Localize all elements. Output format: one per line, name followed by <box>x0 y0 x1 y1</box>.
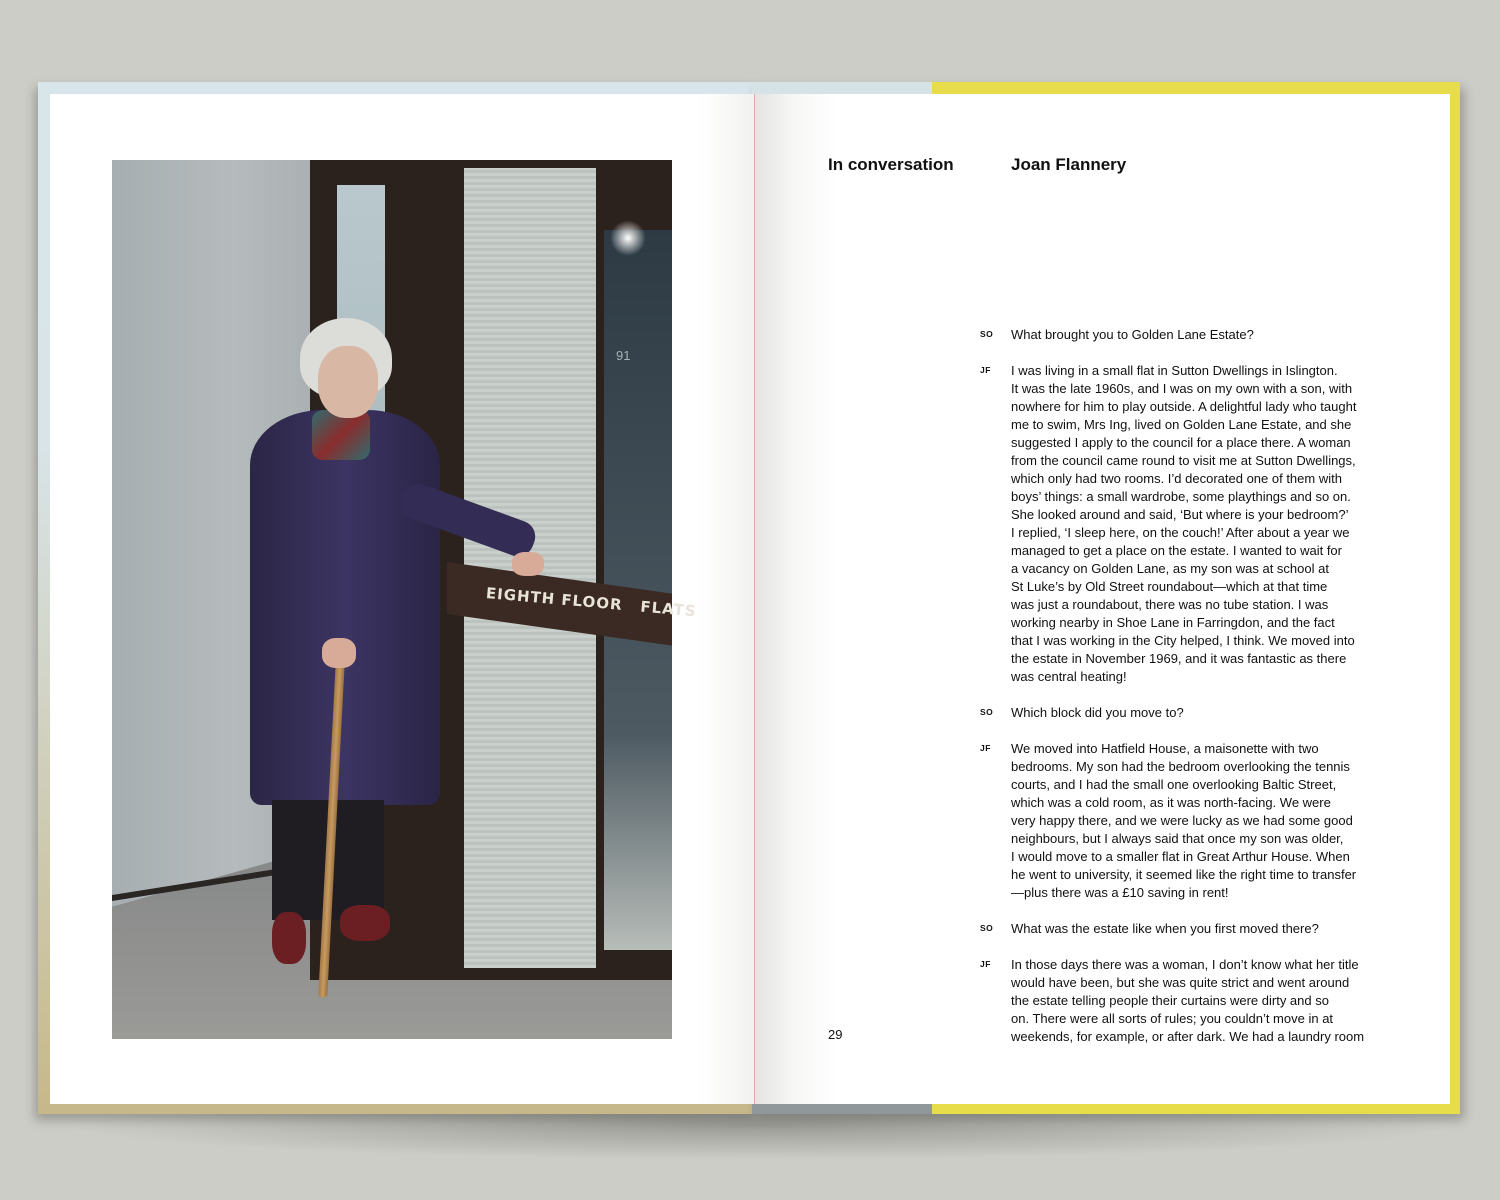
text-line: was just a roundabout, there was no tube station. I was <box>1011 597 1329 612</box>
text-line: I was living in a small flat in Sutton Dwellings in Islington. <box>1011 363 1338 378</box>
speaker-initials: JF <box>980 959 991 969</box>
book-gutter <box>754 94 755 1104</box>
qa-entry <box>980 920 1380 938</box>
text-line: St Luke’s by Old Street roundabout—which at that time <box>1011 579 1328 594</box>
page-number: 29 <box>828 1027 843 1042</box>
interview-text <box>980 326 1380 1064</box>
text-line: on. There were all sorts of rules; you couldn’t move in at <box>1011 1011 1334 1026</box>
section-header: In conversation <box>828 155 954 174</box>
speaker-initials: JF <box>980 365 991 375</box>
qa-entry <box>980 326 1380 344</box>
photo-door-number: 91 <box>616 348 631 363</box>
text-line: was central heating! <box>1011 669 1127 684</box>
text-line: She looked around and said, ‘But where is your bedroom?’ <box>1011 507 1349 522</box>
text-line: —plus there was a £10 saving in rent! <box>1011 885 1229 900</box>
text-line: which was a cold room, as it was north-facing. We were <box>1011 795 1331 810</box>
text-line: which only had two rooms. I’d decorated one of them with <box>1011 471 1342 486</box>
text-line: What brought you to Golden Lane Estate? <box>1011 327 1254 342</box>
text-line: nowhere for him to play outside. A delightful lady who taught <box>1011 399 1357 414</box>
text-line: Which block did you move to? <box>1011 705 1184 720</box>
text-line: working nearby in Shoe Lane in Farringdon, and the fact <box>1011 615 1335 630</box>
photo-person-hand <box>322 638 356 668</box>
text-line: managed to get a place on the estate. I wanted to wait for <box>1011 543 1342 558</box>
qa-entry <box>980 740 1380 902</box>
speaker-initials: SO <box>980 923 994 933</box>
portrait-photo <box>112 160 698 1039</box>
text-line: It was the late 1960s, and I was on my own with a son, with <box>1011 381 1353 396</box>
text-line: We moved into Hatfield House, a maisonette with two <box>1011 741 1319 756</box>
text-line: would have been, but she was quite strict and went around <box>1011 975 1350 990</box>
text-line: courts, and I had the small one overlooking Baltic Street, <box>1011 777 1337 792</box>
speaker-initials: SO <box>980 707 994 717</box>
interviewee-name: Joan Flannery <box>1011 155 1127 174</box>
photo-person-shoe <box>340 905 390 941</box>
text-line: What was the estate like when you first moved there? <box>1011 921 1319 936</box>
text-line: from the council came round to visit me at Sutton Dwellings, <box>1011 453 1356 468</box>
speaker-initials: SO <box>980 329 994 339</box>
photo-person-shoe <box>272 912 306 964</box>
text-line: boys’ things: a small wardrobe, some playthings and so on. <box>1011 489 1351 504</box>
qa-entry <box>980 362 1380 686</box>
text-line: bedrooms. My son had the bedroom overlooking the tennis <box>1011 759 1350 774</box>
speaker-initials: JF <box>980 743 991 753</box>
photo-light-reflection <box>610 220 646 256</box>
text-line: he went to university, it seemed like the right time to transfer <box>1011 867 1357 882</box>
photo-sign-word: EIGHTH FLOOR <box>485 584 624 614</box>
text-line: a vacancy on Golden Lane, as my son was at school at <box>1011 561 1329 576</box>
photo-person-face <box>318 346 378 418</box>
text-line: In those days there was a woman, I don’t know what her title <box>1011 957 1359 972</box>
text-line: that I was working in the City helped, I think. We moved into <box>1011 633 1355 648</box>
text-line: neighbours, but I always said that once my son was older, <box>1011 831 1344 846</box>
photo-sign-word: FLATS <box>639 597 698 621</box>
qa-entry <box>980 704 1380 722</box>
photo-person-coat <box>250 410 440 805</box>
text-line: me to swim, Mrs Ing, lived on Golden Lane Estate, and she <box>1011 417 1352 432</box>
qa-entry <box>980 956 1380 1046</box>
text-line: the estate telling people their curtains were dirty and so <box>1011 993 1329 1008</box>
text-line: I replied, ‘I sleep here, on the couch!’ After about a year we <box>1011 525 1350 540</box>
text-line: the estate in November 1969, and it was fantastic as there <box>1011 651 1347 666</box>
photo-person-hand <box>512 552 544 576</box>
text-line: weekends, for example, or after dark. We had a laundry room <box>1011 1029 1365 1044</box>
text-line: very happy there, and we were lucky as we had some good <box>1011 813 1353 828</box>
text-line: suggested I apply to the council for a place there. A woman <box>1011 435 1351 450</box>
text-line: I would move to a smaller flat in Great Arthur House. When <box>1011 849 1350 864</box>
